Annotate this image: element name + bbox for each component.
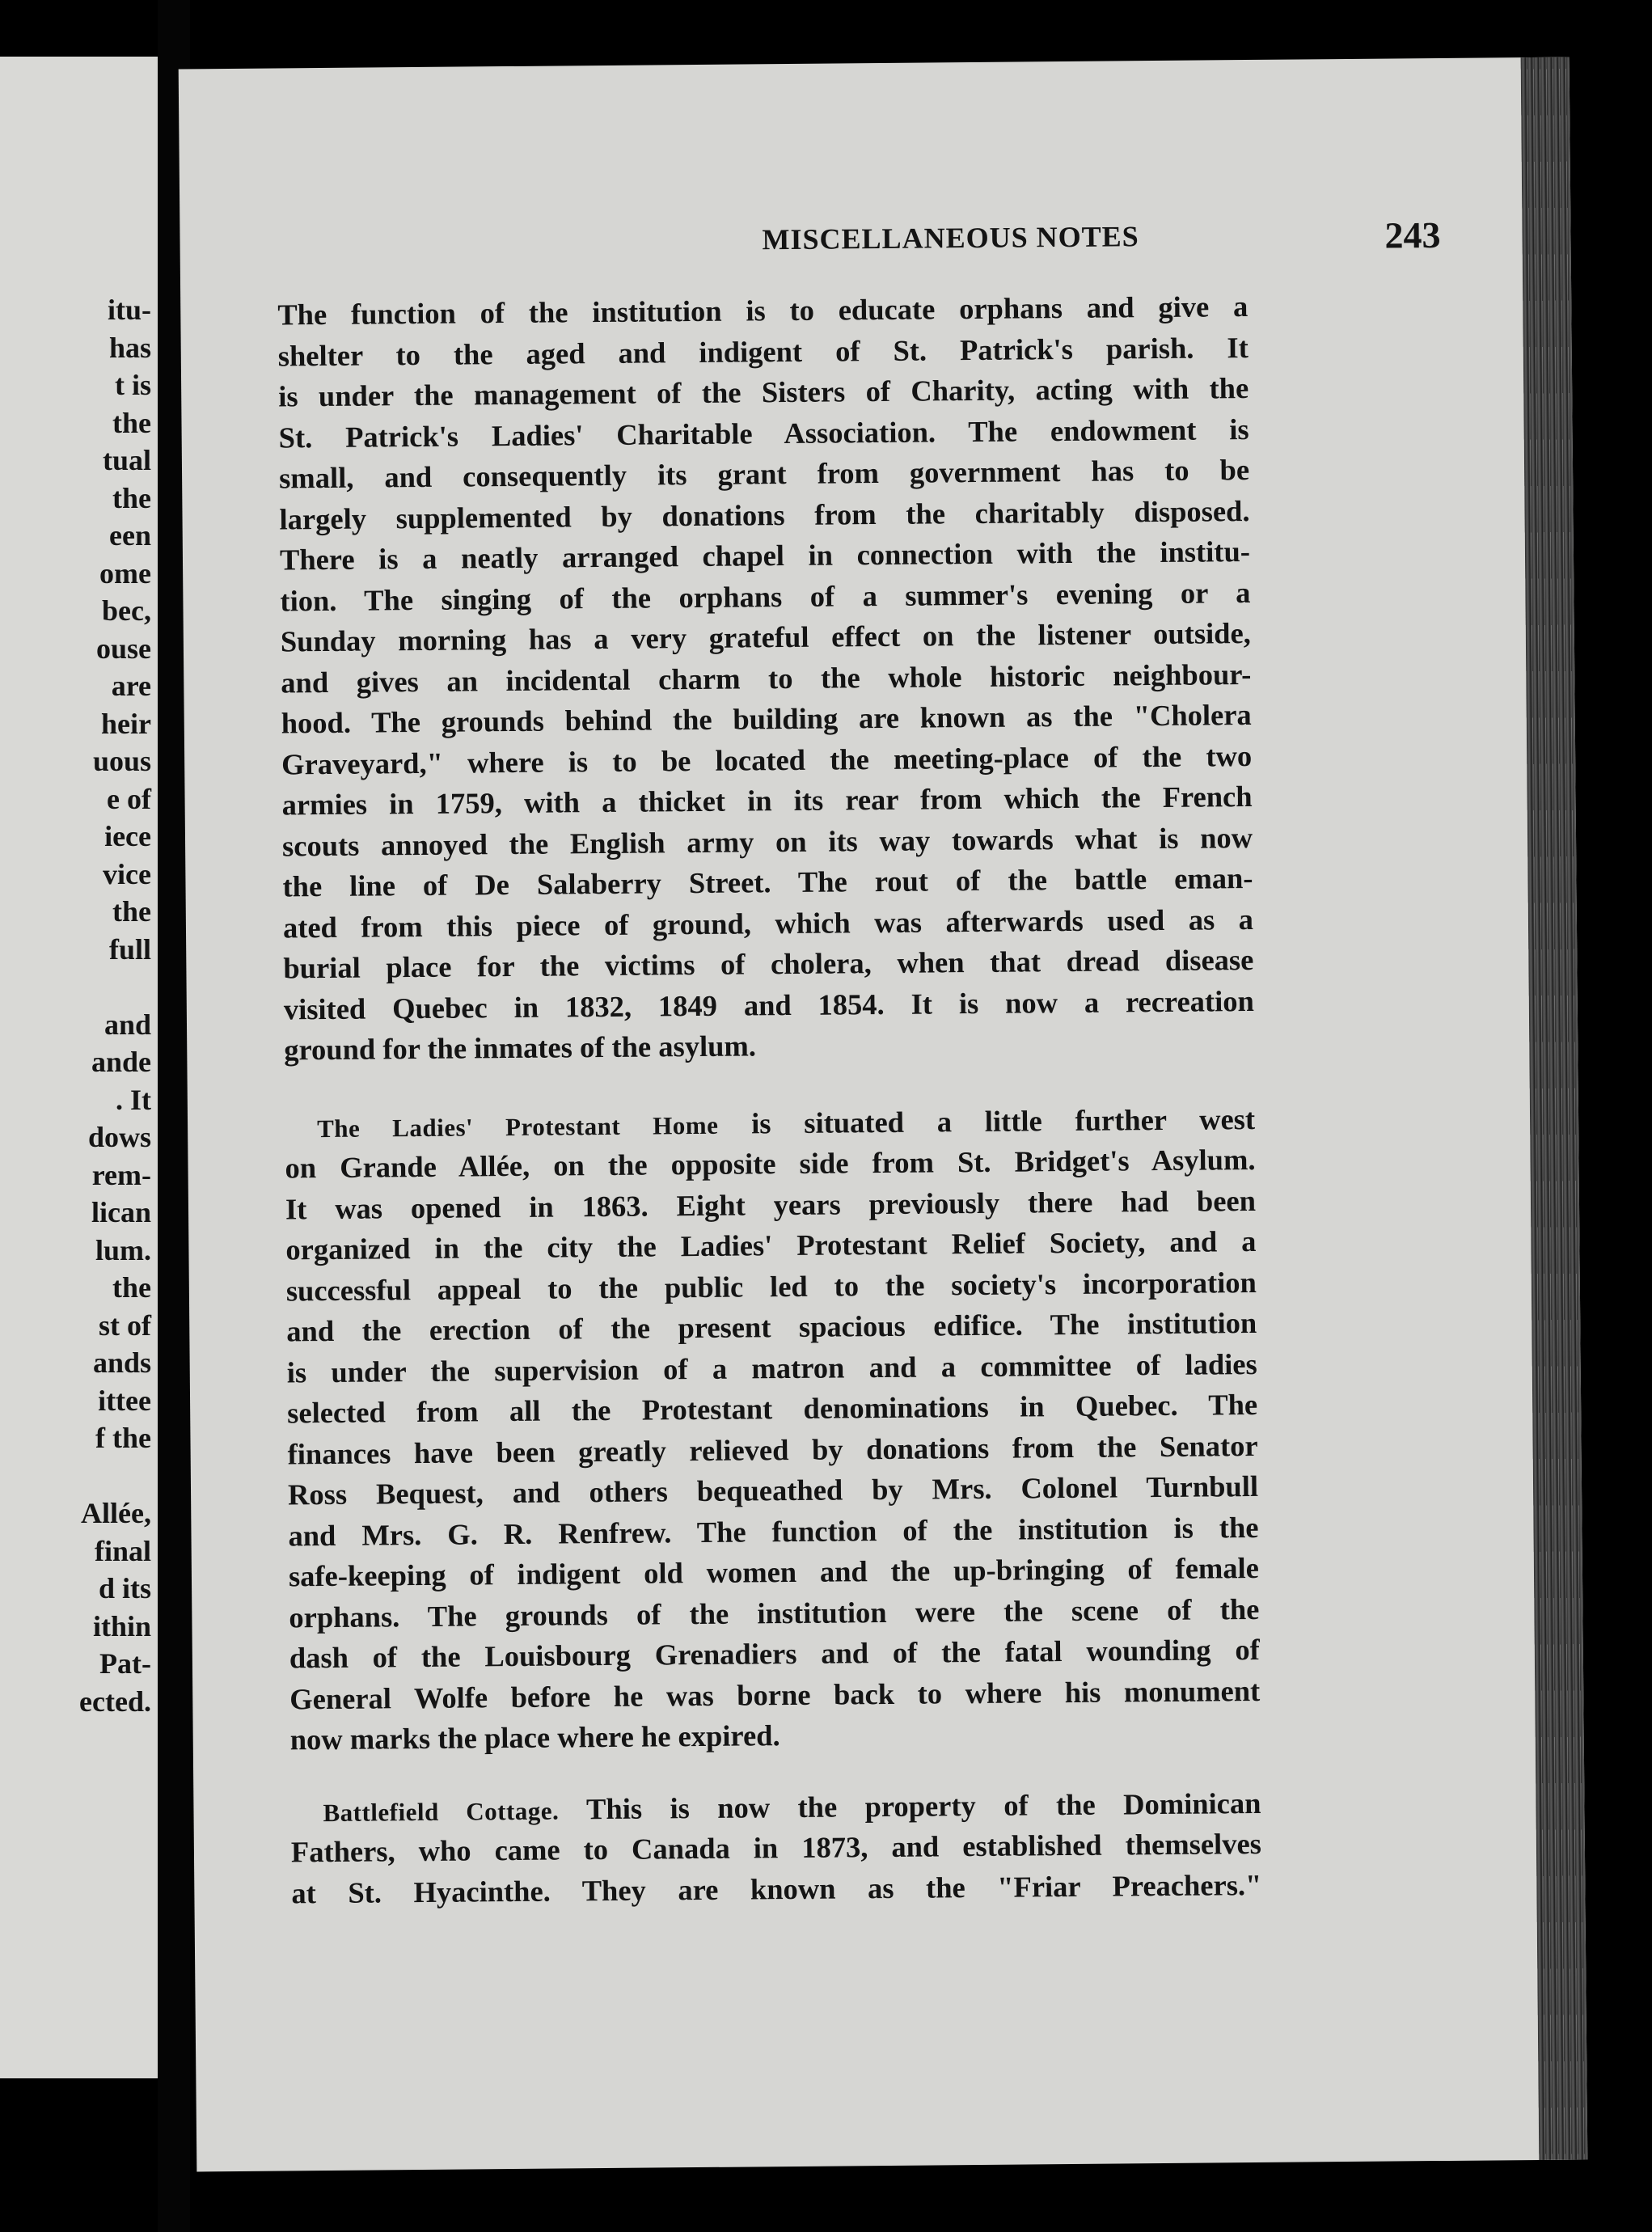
facing-page-line: vice (103, 857, 151, 890)
facing-page-line: dows (87, 1121, 151, 1153)
text-line: ated from this piece of ground, which was afterwards used as a (282, 902, 1254, 944)
text-line: visited Quebec in 1832, 1849 and 1854. It is now a recreation (283, 983, 1254, 1025)
text-line: There is a neatly arranged chapel in connection with the institu- (279, 535, 1251, 577)
text-line: and the erection of the present spacious edifice. The institution (286, 1305, 1257, 1348)
facing-page-line: Pat- (99, 1647, 151, 1680)
facing-page-fragment (0, 57, 158, 2078)
text-line: The function of the institution is to educate orphans and give a (277, 290, 1249, 332)
facing-page-line: rem- (91, 1158, 151, 1191)
facing-page-line: itu- (108, 294, 151, 326)
text-line: organized in the city the Ladies' Protestant Relief Society, and a (285, 1224, 1257, 1266)
facing-page-line: ected. (79, 1685, 151, 1718)
facing-page-line: tual (102, 444, 151, 476)
facing-page-line: ande (91, 1046, 151, 1078)
paragraph-orphanage (277, 286, 1254, 1071)
facing-page-line: ands (92, 1346, 151, 1379)
text-line: on Grande Allée, on the opposite side from St. Bridget's Asylum. (285, 1142, 1256, 1185)
text-line: the line of De Salaberry Street. The rout of the battle eman- (282, 860, 1253, 903)
text-line: orphans. The grounds of the institution were the scene of the (289, 1592, 1260, 1634)
facing-page-line: final (94, 1534, 151, 1567)
facing-page-line: the (112, 406, 151, 439)
text-line: St. Patrick's Ladies' Charitable Association. The endowment is (278, 412, 1249, 454)
facing-page-line: lum. (95, 1233, 151, 1266)
facing-page-line: Allée, (81, 1497, 151, 1529)
facing-page-line: ome (99, 556, 151, 590)
facing-page-text (79, 291, 151, 1720)
text-line: It was opened in 1863. Eight years previously there had been (285, 1183, 1257, 1225)
text-line: Graveyard," where is to be located the meeting-place of the two (281, 738, 1253, 780)
facing-page-line: ithin (92, 1609, 151, 1642)
text-line: burial place for the victims of cholera, when that dread disease (283, 942, 1254, 985)
facing-page-line: full (108, 932, 151, 966)
facing-page-line: een (109, 519, 151, 552)
facing-page-line (79, 1457, 151, 1495)
text-span: is situated a little further west (718, 1101, 1256, 1140)
text-line: ground for the inmates of the asylum. (284, 1029, 757, 1067)
page-edge-stack (1521, 57, 1588, 2160)
facing-page-line: e of (107, 782, 151, 815)
text-line: is under the management of the Sisters of Charity, acting with the (278, 371, 1249, 413)
facing-page-line: iece (104, 820, 151, 852)
facing-page-line: st of (99, 1308, 151, 1342)
facing-page-line: . It (116, 1083, 151, 1116)
text-line: largely supplemented by donations from the charitably disposed. (279, 493, 1250, 535)
text-line: shelter to the aged and indigent of St. Patrick's parish. It (277, 330, 1249, 372)
text-line: safe-keeping of indigent old women and the up-bringing of female (288, 1550, 1260, 1593)
facing-page-line: the (112, 895, 151, 928)
text-line: now marks the place where he expired. (289, 1718, 780, 1756)
text-line: hood. The grounds behind the building are known as the "Cholera (281, 698, 1252, 740)
facing-page-line: ouse (95, 632, 151, 665)
text-line: successful appeal to the public led to the society's incorporation (285, 1265, 1257, 1307)
paragraph-lead: Battlefield Cottage. (323, 1796, 560, 1827)
text-line: tion. The singing of the orphans of a summer's evening or a (280, 575, 1251, 617)
facing-page-line: f the (95, 1422, 151, 1454)
facing-page-line: ittee (98, 1384, 151, 1417)
text-line: and Mrs. G. R. Renfrew. The function of the institution is the (288, 1510, 1259, 1552)
text-line: armies in 1759, with a thicket in its rear from which the French (281, 780, 1253, 822)
facing-page-line: heir (101, 707, 151, 740)
text-line: and gives an incidental charm to the whole historic neighbour- (281, 657, 1252, 699)
facing-page-line: t is (115, 369, 151, 401)
text-line: Fathers, who came to Canada in 1873, and established themselves (290, 1826, 1262, 1869)
paragraph-battlefield-cottage (290, 1782, 1261, 1913)
facing-page-line: uous (92, 745, 151, 777)
page-number: 243 (1384, 213, 1441, 256)
text-line: Sunday morning has a very grateful effect on the listener outside, (280, 616, 1251, 658)
facing-page-line: d its (98, 1572, 151, 1604)
facing-page-line (79, 968, 151, 1006)
text-span: This is now the property of the Dominican (559, 1786, 1261, 1826)
text-line: at St. Hyacinthe. They are known as the "Friar Preachers." (291, 1867, 1262, 1909)
facing-page-line: bec, (102, 594, 151, 627)
book-page (179, 57, 1588, 2172)
text-line: General Wolfe before he was borne back to where his monument (289, 1673, 1261, 1715)
text-line: dash of the Louisbourg Grenadiers and of the fatal wounding of (289, 1632, 1260, 1675)
facing-page-line: the (112, 1271, 151, 1304)
facing-page-line: lican (91, 1196, 151, 1228)
page-header (568, 213, 1457, 273)
text-line: selected from all the Protestant denominations in Quebec. The (287, 1387, 1258, 1430)
paragraph-lead: The Ladies' Protestant Home (316, 1110, 719, 1143)
running-head: MISCELLANEOUS NOTES (762, 220, 1139, 256)
facing-page-line: has (108, 331, 151, 364)
text-line: is under the supervision of a matron and a committee of ladies (286, 1346, 1257, 1389)
text-line: Ross Bequest, and others bequeathed by Mrs. Colonel Turnbull (287, 1469, 1259, 1511)
text-line: small, and consequently its grant from government has to be (278, 453, 1250, 495)
paragraph-ladies-protestant-home (285, 1098, 1261, 1760)
facing-page-line: are (111, 670, 151, 702)
text-line: scouts annoyed the English army on its way towards what is now (281, 820, 1253, 862)
body-text (277, 286, 1261, 1913)
facing-page-line: the (112, 481, 151, 514)
facing-page-line: and (104, 1008, 151, 1041)
text-line: finances have been greatly relieved by donations from the Senator (287, 1428, 1258, 1470)
